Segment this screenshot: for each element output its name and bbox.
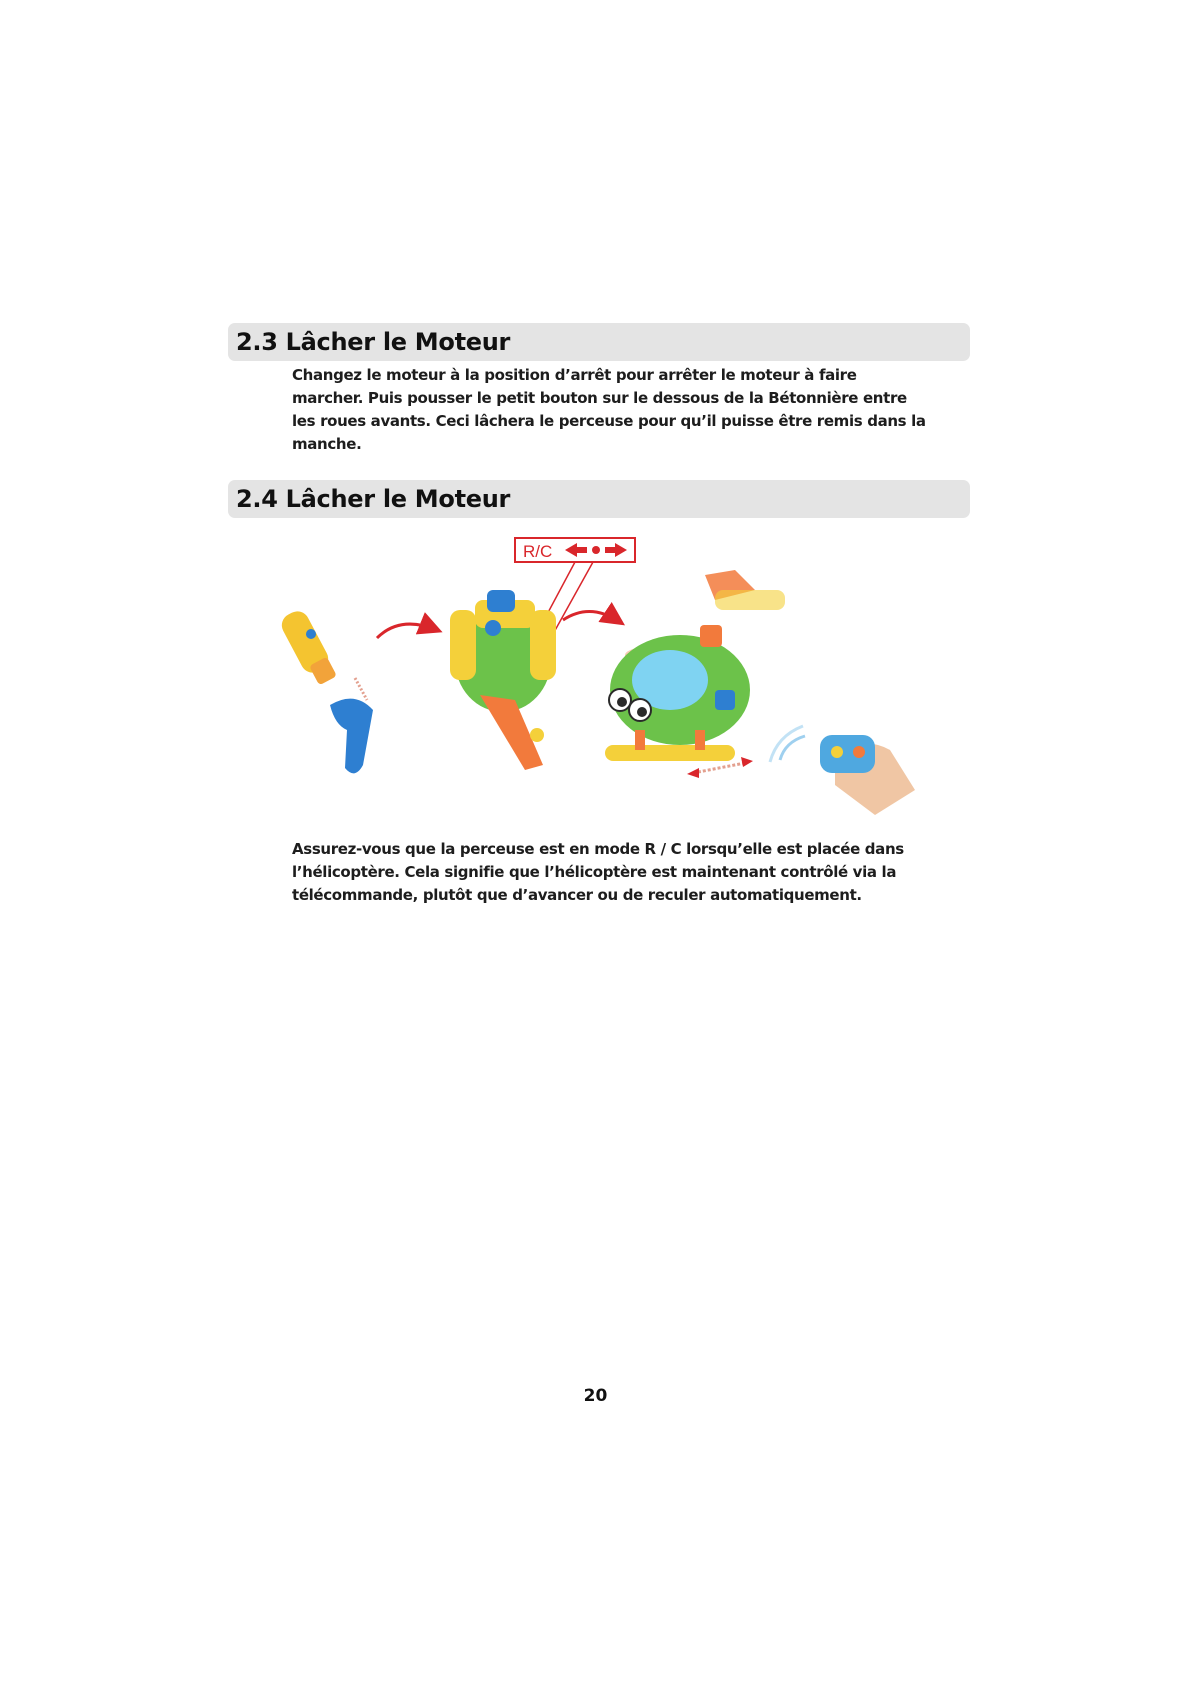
drill-motor-icon <box>278 607 337 685</box>
remote-control-icon <box>770 726 915 815</box>
section-paragraph: Assurez-vous que la perceuse est en mode R / C lorsqu’elle est placée dans l’hélicoptère. Cela signifie que l’hélicoptère est maintenant contrôlé via la télécommande, plutôt que d’avancer ou de reculer automatiquement. <box>292 840 904 904</box>
page-number: 20 <box>583 1386 608 1406</box>
section-header-2-3 <box>228 323 970 361</box>
toy-helicopter-icon <box>605 570 785 761</box>
section-paragraph: Changez le moteur à la position d’arrêt pour arrêter le moteur à faire marcher. Puis pousser le petit bouton sur le dessous de la Bétonnière entre les roues avants. Ceci lâchera le perceuse pour qu’il puisse être remis dans la manche. <box>292 366 926 453</box>
helicopter-assembly-illustration <box>275 530 925 820</box>
section-header-2-4 <box>228 480 970 518</box>
rc-label-text: R/C <box>523 542 553 561</box>
section-title: 2.4 Lâcher le Moteur <box>236 485 511 513</box>
drill-handle-icon <box>330 699 373 774</box>
section-title: 2.3 Lâcher le Moteur <box>236 328 511 356</box>
toy-plane-icon <box>450 590 556 770</box>
